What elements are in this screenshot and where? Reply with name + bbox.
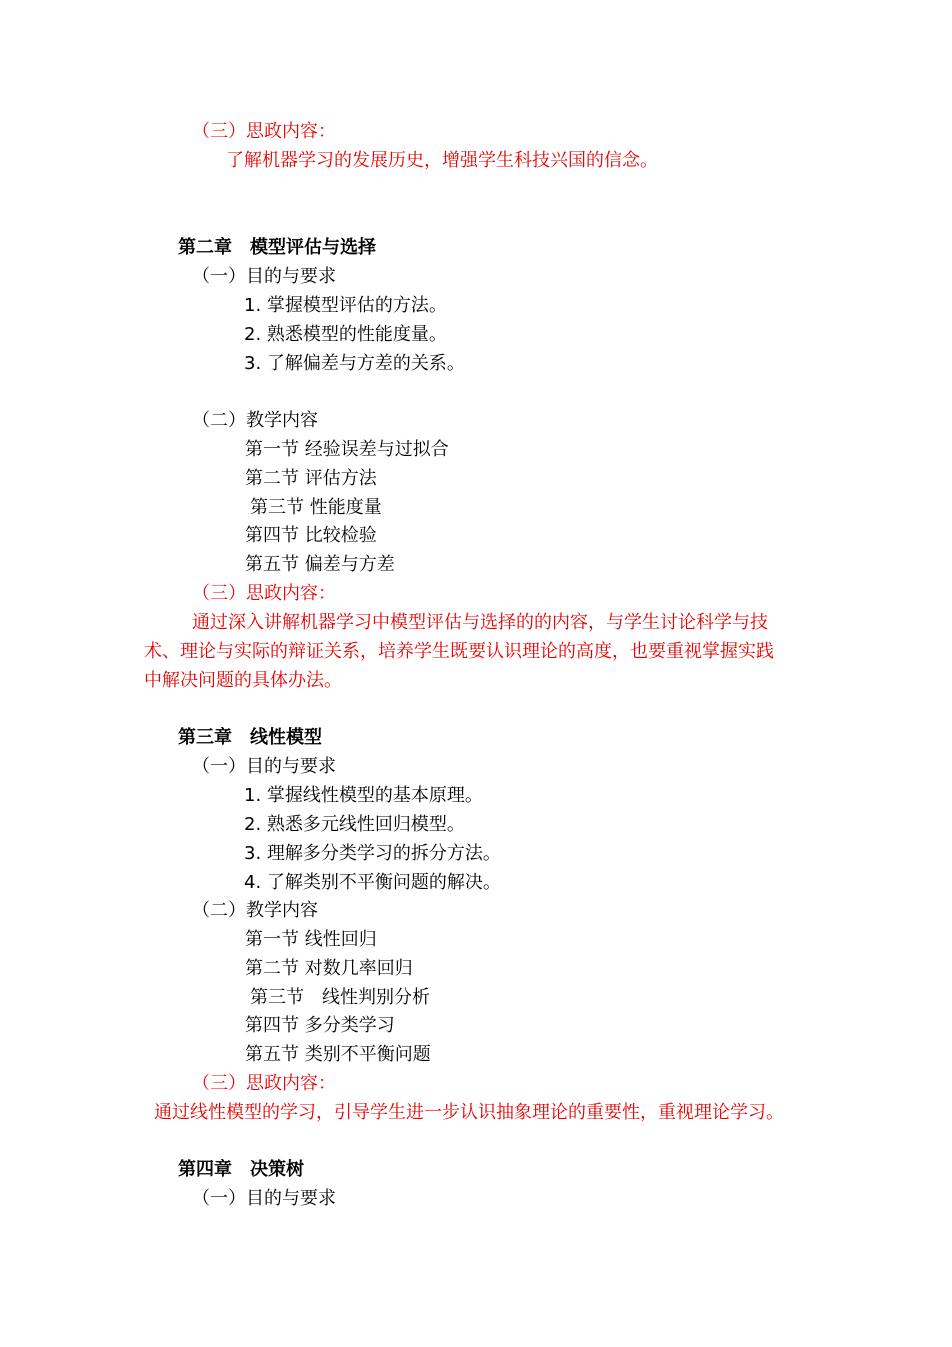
ch1-ideology-body: 了解机器学习的发展历史，增强学生科技兴国的信念。 <box>226 150 658 171</box>
ch4-title: 第四章 决策树 <box>178 1159 304 1180</box>
ch3-ideology-heading: （三）思政内容： <box>192 1073 336 1094</box>
ch1-ideology-heading: （三）思政内容： <box>192 121 336 142</box>
ch2-goal-item: 3. 了解偏差与方差的关系。 <box>244 353 465 374</box>
ch3-goals-heading: （一）目的与要求 <box>192 756 336 777</box>
ch2-goal-item: 1. 掌握模型评估的方法。 <box>244 295 447 316</box>
ch2-ideology-line: 中解决问题的具体办法。 <box>144 670 342 691</box>
ch2-ideology-line: 术、理论与实际的辩证关系，培养学生既要认识理论的高度，也要重视掌握实践 <box>144 641 774 662</box>
ch3-title: 第三章 线性模型 <box>178 727 322 748</box>
ch3-goal-item: 1. 掌握线性模型的基本原理。 <box>244 785 483 806</box>
ch3-section-item: 第三节 线性判别分析 <box>250 987 430 1008</box>
ch2-ideology-line: 通过深入讲解机器学习中模型评估与选择的的内容，与学生讨论科学与技 <box>192 612 768 633</box>
ch3-ideology-body: 通过线性模型的学习，引导学生进一步认识抽象理论的重要性，重视理论学习。 <box>154 1102 784 1123</box>
ch3-section-item: 第二节 对数几率回归 <box>245 958 413 979</box>
ch2-title: 第二章 模型评估与选择 <box>178 237 376 258</box>
ch3-goal-item: 3. 理解多分类学习的拆分方法。 <box>244 843 501 864</box>
ch3-content-heading: （二）教学内容 <box>192 900 318 921</box>
ch2-section-item: 第四节 比较检验 <box>245 525 377 546</box>
ch2-section-item: 第五节 偏差与方差 <box>245 554 395 575</box>
ch3-section-item: 第一节 线性回归 <box>245 929 377 950</box>
ch2-goal-item: 2. 熟悉模型的性能度量。 <box>244 324 447 345</box>
ch3-goal-item: 2. 熟悉多元线性回归模型。 <box>244 814 465 835</box>
ch3-section-item: 第五节 类别不平衡问题 <box>245 1044 431 1065</box>
ch2-goals-heading: （一）目的与要求 <box>192 266 336 287</box>
ch2-section-item: 第三节 性能度量 <box>250 497 382 518</box>
ch2-content-heading: （二）教学内容 <box>192 410 318 431</box>
ch2-ideology-heading: （三）思政内容： <box>192 583 336 604</box>
ch2-section-item: 第二节 评估方法 <box>245 468 377 489</box>
ch2-section-item: 第一节 经验误差与过拟合 <box>245 439 449 460</box>
ch3-section-item: 第四节 多分类学习 <box>245 1015 395 1036</box>
ch4-goals-heading: （一）目的与要求 <box>192 1188 336 1209</box>
ch3-goal-item: 4. 了解类别不平衡问题的解决。 <box>244 872 501 893</box>
